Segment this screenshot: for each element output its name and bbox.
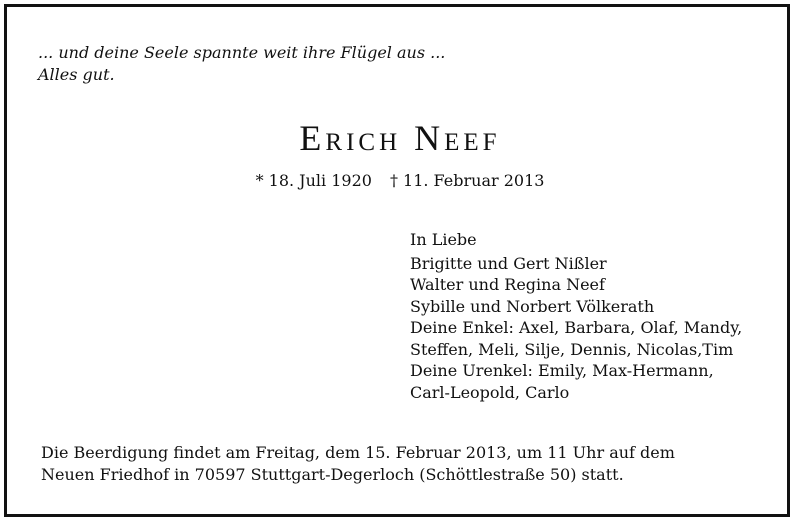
funeral-notice: [41, 442, 759, 486]
deceased-name: Erich Neef: [299, 118, 501, 158]
mourner-line: Sybille und Norbert Völkerath: [410, 296, 655, 316]
mourner-line: Deine Enkel: Axel, Barbara, Olaf, Mandy,: [410, 318, 743, 337]
motto-line: ... und deine Seele spannte weit ihre Flügel aus ...: [38, 43, 446, 62]
death-date: † 11. Februar 2013: [389, 171, 545, 190]
mourners-intro: In Liebe: [410, 230, 477, 249]
funeral-line: Die Beerdigung findet am Freitag, dem 15. Februar 2013, um 11 Uhr auf dem: [41, 443, 675, 462]
mourner-line: Steffen, Meli, Silje, Dennis, Nicolas,Tim: [410, 339, 734, 359]
mourner-line: Walter und Regina Neef: [410, 275, 605, 294]
mourners-list: [410, 229, 742, 403]
motto-line: Alles gut.: [38, 65, 115, 84]
life-dates: [0, 170, 800, 192]
mourner-line: Brigitte und Gert Nißler: [410, 253, 607, 273]
birth-date: * 18. Juli 1920: [255, 171, 372, 190]
funeral-line: Neuen Friedhof in 70597 Stuttgart-Degerloch (Schöttlestraße 50) statt.: [41, 465, 624, 484]
mourner-line: Deine Urenkel: Emily, Max-Hermann,: [410, 361, 714, 380]
obituary-motto: [38, 42, 445, 86]
mourner-line: Carl-Leopold, Carlo: [410, 382, 570, 402]
